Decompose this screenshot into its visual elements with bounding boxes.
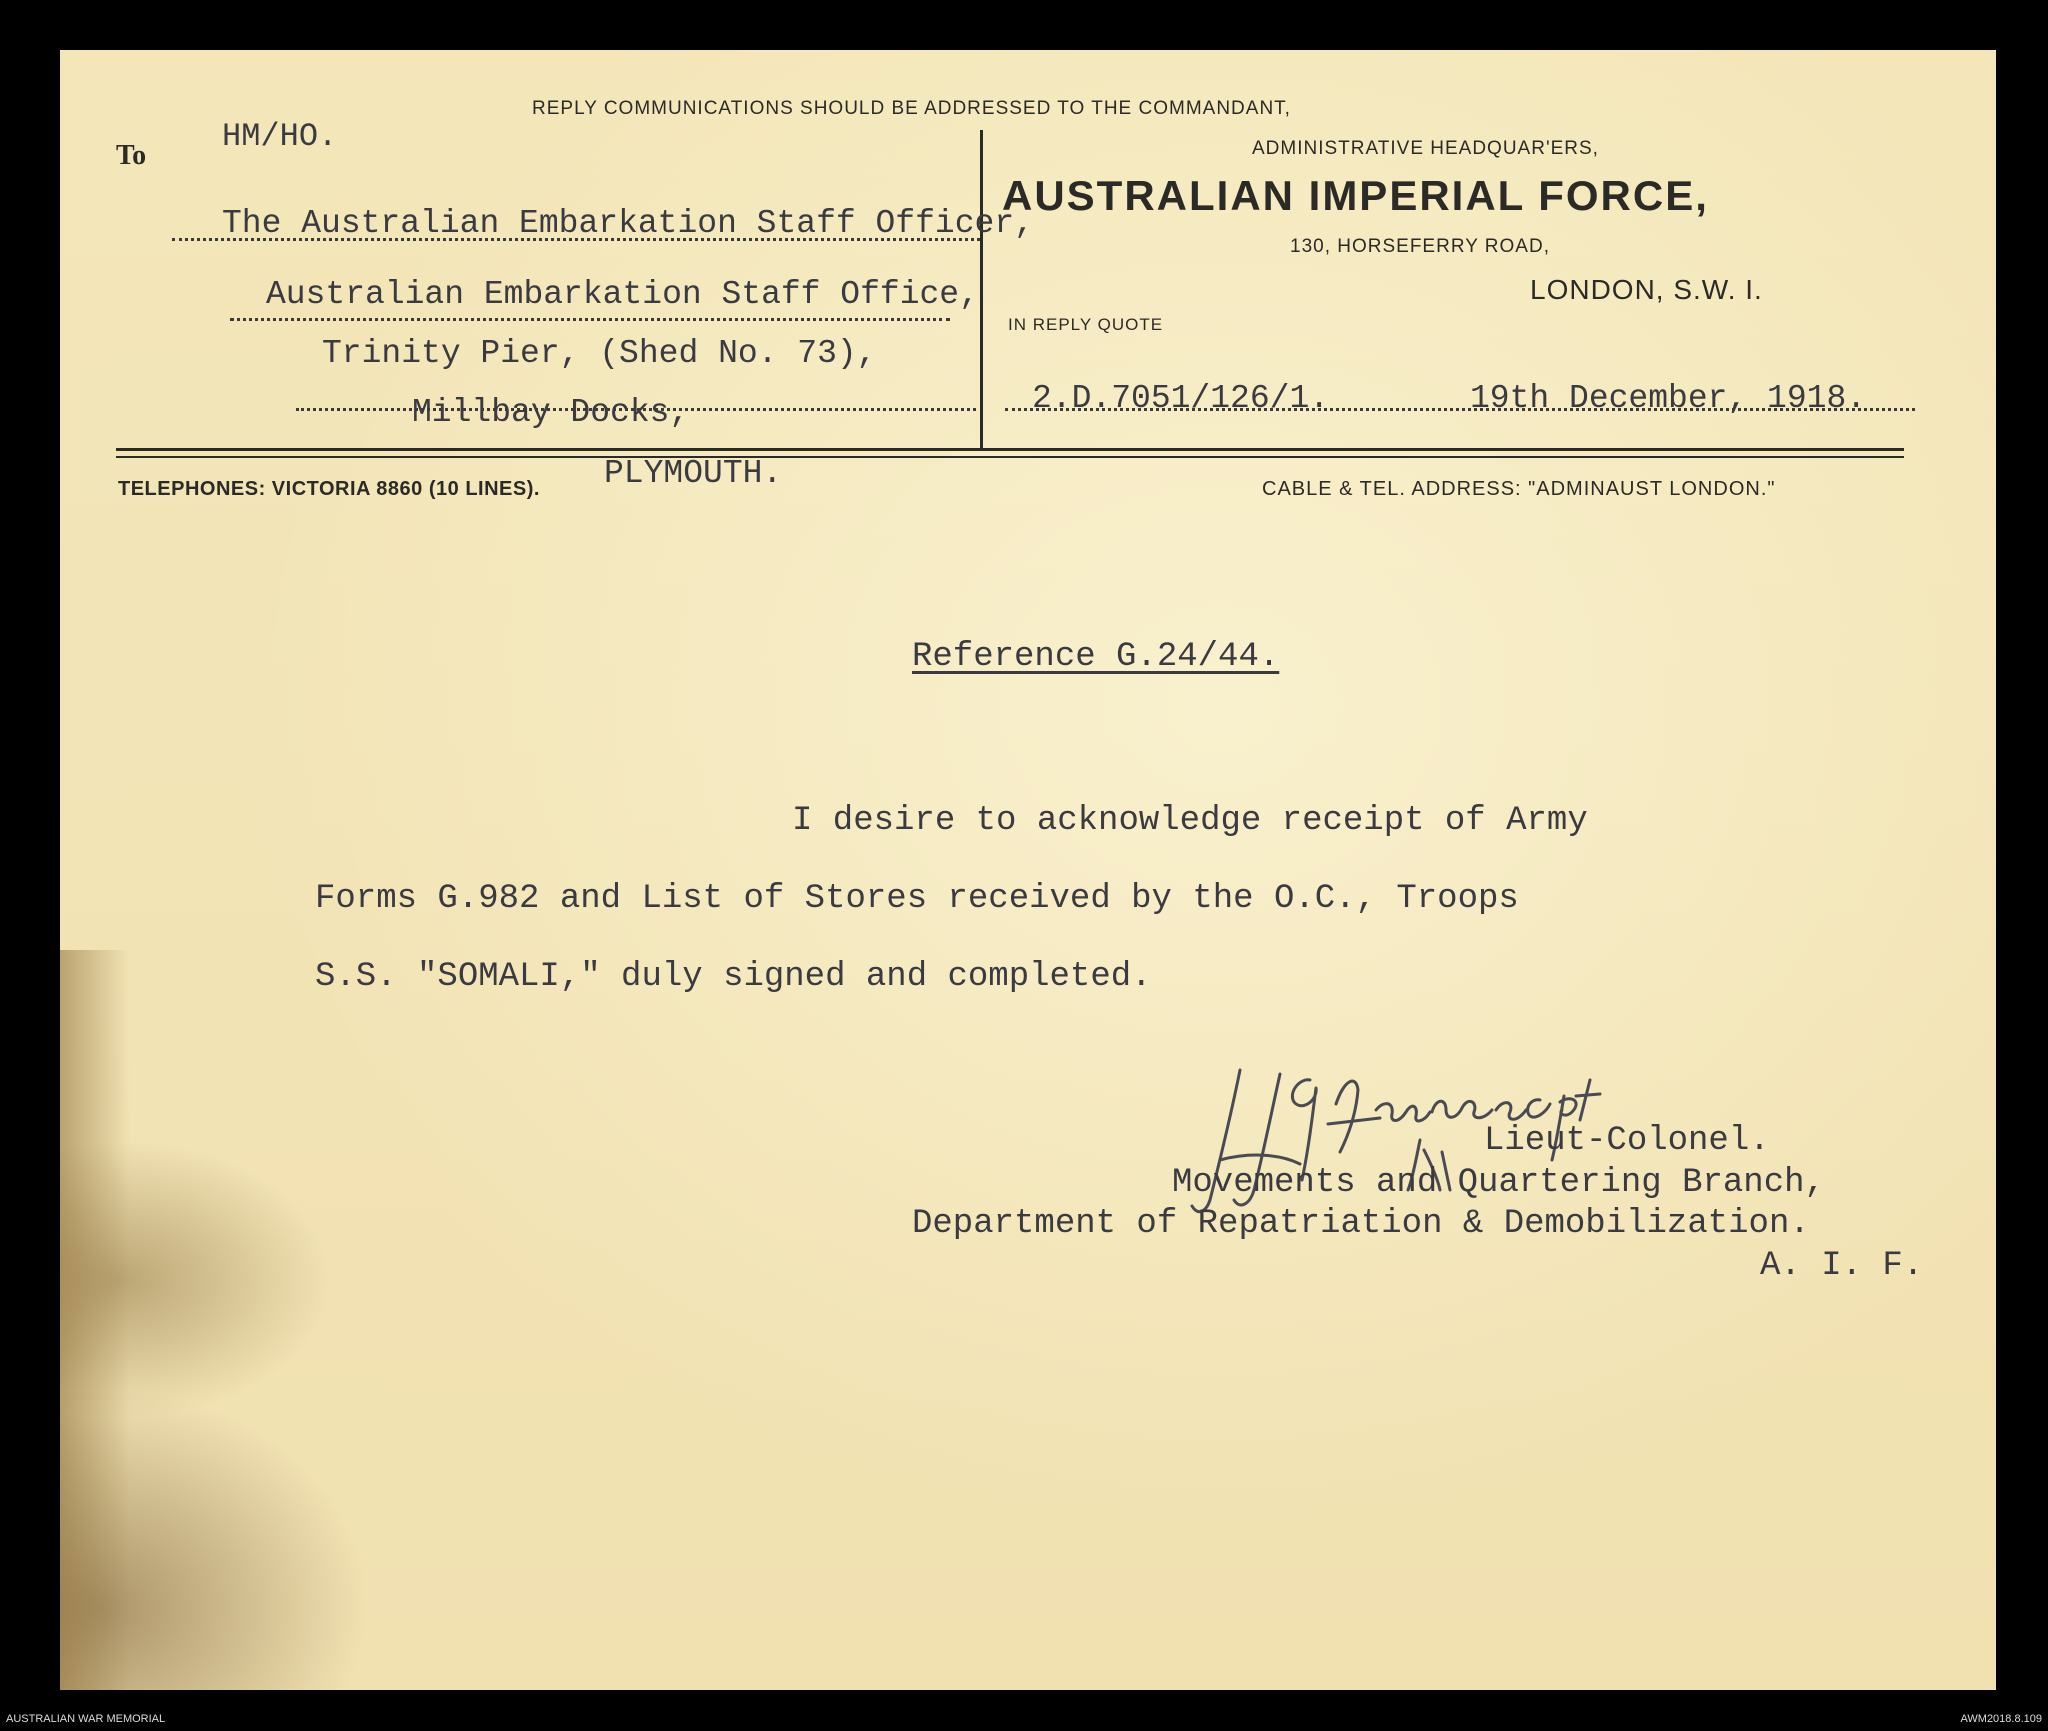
- cable-address: CABLE & TEL. ADDRESS: "ADMINAUST LONDON.": [1262, 478, 1776, 500]
- recipient-code: HM/HO.: [222, 118, 338, 155]
- in-reply-quote: IN REPLY QUOTE: [1008, 315, 1164, 334]
- signature-branch: Movements and Quartering Branch,: [1172, 1164, 1825, 1202]
- signature-aif: A. I. F.: [1760, 1247, 1924, 1285]
- horizontal-rule-1: [116, 448, 1904, 451]
- recipient-line-4: Millbay Docks,: [412, 394, 690, 431]
- footer-credit: AUSTRALIAN WAR MEMORIAL: [6, 1713, 166, 1725]
- recipient-line-2: Australian Embarkation Staff Office,: [266, 276, 979, 313]
- telephones: TELEPHONES: VICTORIA 8860 (10 LINES).: [118, 478, 540, 500]
- recipient-line-4-dots: [296, 408, 976, 411]
- letter-date: 19th December, 1918.: [1470, 380, 1867, 417]
- street-address: 130, HORSEFERRY ROAD,: [1290, 236, 1550, 257]
- body-line-2: Forms G.982 and List of Stores received by the O.C., Troops: [315, 880, 1519, 918]
- vertical-divider: [980, 130, 983, 448]
- reference-quote: 2.D.7051/126/1.: [1032, 380, 1330, 417]
- signature-department: Department of Repatriation & Demobilization.: [912, 1205, 1810, 1243]
- paper-stain: [60, 950, 130, 1690]
- footer-accession: AWM2018.8.109: [1960, 1713, 2042, 1725]
- to-label: To: [116, 140, 147, 171]
- horizontal-rule-2: [116, 456, 1904, 458]
- recipient-line-5: PLYMOUTH.: [604, 455, 783, 492]
- reply-line: REPLY COMMUNICATIONS SHOULD BE ADDRESSED TO THE COMMANDANT,: [532, 98, 1291, 119]
- recipient-line-1: The Australian Embarkation Staff Officer,: [222, 205, 1034, 242]
- signature-rank: Lieut-Colonel.: [1484, 1122, 1770, 1160]
- recipient-line-2-dots: [230, 318, 950, 321]
- body-line-3: S.S. "SOMALI," duly signed and completed.: [315, 958, 1152, 996]
- org-name: AUSTRALIAN IMPERIAL FORCE,: [1002, 172, 1709, 219]
- body-line-1: I desire to acknowledge receipt of Army: [792, 802, 1588, 840]
- city: LONDON, S.W. I.: [1530, 274, 1763, 305]
- recipient-line-3: Trinity Pier, (Shed No. 73),: [322, 335, 877, 372]
- admin-hq: ADMINISTRATIVE HEADQUAR'ERS,: [1252, 138, 1599, 159]
- recipient-line-1-dots: [172, 238, 980, 241]
- quote-date-dots: [1005, 408, 1915, 411]
- reference-heading: Reference G.24/44.: [912, 638, 1280, 676]
